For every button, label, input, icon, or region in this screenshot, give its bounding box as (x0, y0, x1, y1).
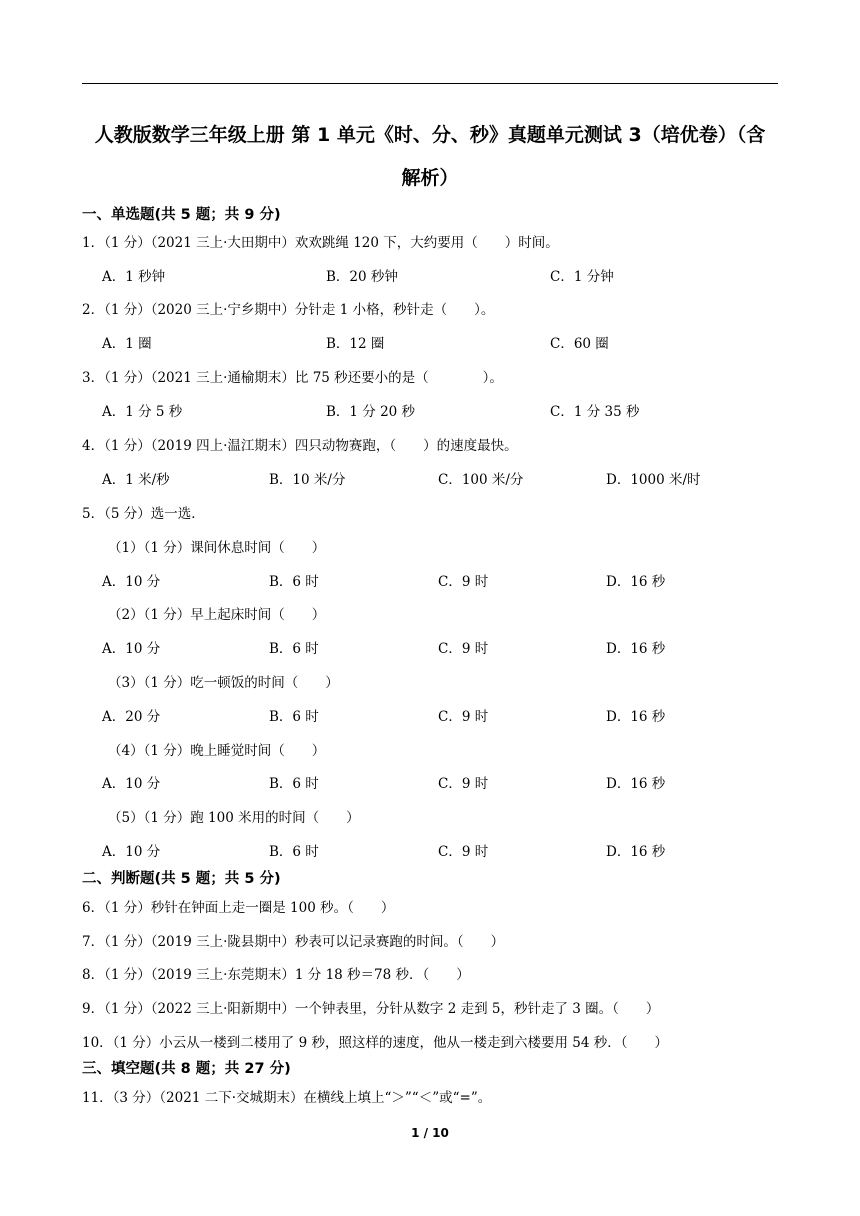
q5-3-option-a: A．20 分 (102, 709, 161, 725)
section-heading-fill-in: 三、填空题(共 8 题；共 27 分) (82, 1061, 291, 1077)
q5-subquestion-2: （2）（1 分）早上起床时间（ ） (108, 607, 326, 623)
document-title-continued: 解析） (401, 167, 459, 189)
q5-4-option-a: A．10 分 (102, 776, 161, 792)
question-2: 2．（1 分）（2020 三上·宁乡期中）分针走 1 小格，秒针走（ ）。 (82, 302, 495, 318)
header-rule (82, 83, 778, 84)
q5-4-option-b: B．6 时 (269, 776, 319, 792)
q5-2-option-d: D．16 秒 (606, 641, 666, 657)
q5-5-option-a: A．10 分 (102, 844, 161, 860)
q5-1-option-d: D．16 秒 (606, 574, 666, 590)
q1-option-a: A．1 秒钟 (102, 269, 166, 285)
q5-4-option-c: C．9 时 (438, 776, 489, 792)
q4-option-a: A．1 米/秒 (102, 472, 170, 488)
section-heading-true-false: 二、判断题(共 5 题；共 5 分) (82, 871, 281, 887)
question-7: 7．（1 分）（2019 三上·陇县期中）秒表可以记录赛跑的时间。（ ） (82, 934, 505, 950)
q5-subquestion-4: （4）（1 分）晚上睡觉时间（ ） (108, 743, 326, 759)
q5-3-option-d: D．16 秒 (606, 709, 666, 725)
question-8: 8．（1 分）（2019 三上·东莞期末）1 分 18 秒＝78 秒．（ ） (82, 967, 470, 983)
question-3: 3．（1 分）（2021 三上·通榆期末）比 75 秒还要小的是（ ）。 (82, 370, 503, 386)
q1-option-b: B．20 秒钟 (326, 269, 398, 285)
q5-2-option-a: A．10 分 (102, 641, 161, 657)
q2-option-c: C．60 圈 (550, 336, 609, 352)
q2-option-b: B．12 圈 (326, 336, 385, 352)
q5-5-option-b: B．6 时 (269, 844, 319, 860)
page-number: 1 / 10 (411, 1126, 449, 1140)
q4-option-b: B．10 米/分 (269, 472, 346, 488)
question-11: 11．（3 分）（2021 二下·交城期末）在横线上填上“＞”“＜”或“=”。 (82, 1090, 492, 1106)
q1-option-c: C．1 分钟 (550, 269, 614, 285)
q5-subquestion-3: （3）（1 分）吃一顿饭的时间（ ） (108, 675, 339, 691)
question-6: 6．（1 分）秒针在钟面上走一圈是 100 秒。（ ） (82, 900, 395, 916)
q4-option-c: C．100 米/分 (438, 472, 524, 488)
question-4: 4．（1 分）（2019 四上·温江期末）四只动物赛跑，（ ）的速度最快。 (82, 438, 518, 454)
question-1: 1．（1 分）（2021 三上·大田期中）欢欢跳绳 120 下，大约要用（ ）时间。 (82, 235, 559, 251)
q5-5-option-d: D．16 秒 (606, 844, 666, 860)
q3-option-a: A．1 分 5 秒 (102, 404, 183, 420)
q5-1-option-a: A．10 分 (102, 574, 161, 590)
q2-option-a: A．1 圈 (102, 336, 152, 352)
q5-subquestion-5: （5）（1 分）跑 100 米用的时间（ ） (108, 810, 360, 826)
question-10: 10．（1 分）小云从一楼到二楼用了 9 秒，照这样的速度，他从一楼走到六楼要用 54 秒．（ ） (82, 1035, 668, 1051)
q3-option-c: C．1 分 35 秒 (550, 404, 640, 420)
q5-2-option-b: B．6 时 (269, 641, 319, 657)
q5-2-option-c: C．9 时 (438, 641, 489, 657)
q5-3-option-c: C．9 时 (438, 709, 489, 725)
document-title: 人教版数学三年级上册 第 1 单元《时、分、秒》真题单元测试 3（培优卷）（含 (94, 124, 766, 146)
question-5: 5．（5 分）选一选． (82, 506, 205, 522)
q3-option-b: B．1 分 20 秒 (326, 404, 416, 420)
q5-subquestion-1: （1）（1 分）课间休息时间（ ） (108, 540, 326, 556)
q5-4-option-d: D．16 秒 (606, 776, 666, 792)
q5-5-option-c: C．9 时 (438, 844, 489, 860)
q5-1-option-c: C．9 时 (438, 574, 489, 590)
q5-1-option-b: B．6 时 (269, 574, 319, 590)
q4-option-d: D．1000 米/时 (606, 472, 701, 488)
section-heading-single-choice: 一、单选题(共 5 题；共 9 分) (82, 207, 281, 223)
q5-3-option-b: B．6 时 (269, 709, 319, 725)
question-9: 9．（1 分）（2022 三上·阳新期中）一个钟表里，分针从数字 2 走到 5，秒针走了 3 圈。（ ） (82, 1001, 660, 1017)
